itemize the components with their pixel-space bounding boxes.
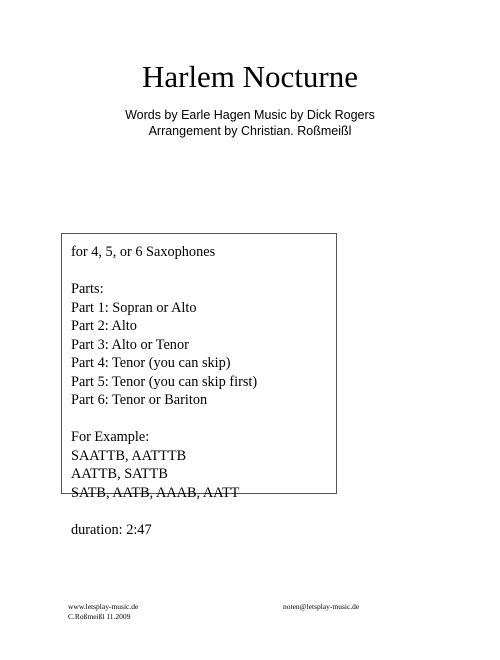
part-item: Part 3: Alto or Tenor: [71, 336, 189, 353]
example-heading: For Example:: [71, 429, 150, 445]
instrumentation-info-box: [61, 233, 337, 538]
page-title: Harlem Nocturne: [141, 59, 359, 94]
spacer: [71, 410, 336, 429]
footer-copyright: C.Roßmeißl 11.2009: [68, 612, 131, 621]
part-item: Part 2: Alto: [71, 318, 137, 334]
part-item: Part 1: Sopran or Alto: [71, 299, 197, 316]
footer-right: [283, 602, 359, 612]
credits-arranger: Arrangement by Christian. Roßmeißl: [148, 124, 352, 138]
parts-heading: Parts:: [71, 281, 104, 297]
footer-email-link[interactable]: noten@letsplay-music.de: [283, 602, 360, 611]
duration-text: duration: 2:47: [71, 521, 152, 538]
example-item: AATTB, SATTB: [71, 466, 168, 482]
example-item: SAATTB, AATTTB: [71, 447, 187, 464]
credits-composer: Words by Earle Hagen Music by Dick Rogers: [125, 108, 375, 122]
part-item: Part 6: Tenor or Bariton: [71, 392, 208, 408]
spacer: [71, 502, 336, 521]
footer-left: [68, 602, 138, 622]
credits: [0, 107, 500, 139]
example-item: SATB, AATB, AAAB, AATT: [71, 484, 240, 501]
part-item: Part 5: Tenor (you can skip first): [71, 373, 258, 390]
spacer: [71, 262, 336, 281]
footer-website-link[interactable]: www.letsplay-music.de: [68, 602, 139, 611]
instrumentation-text: for 4, 5, or 6 Saxophones: [71, 244, 216, 260]
part-item: Part 4: Tenor (you can skip): [71, 355, 231, 371]
